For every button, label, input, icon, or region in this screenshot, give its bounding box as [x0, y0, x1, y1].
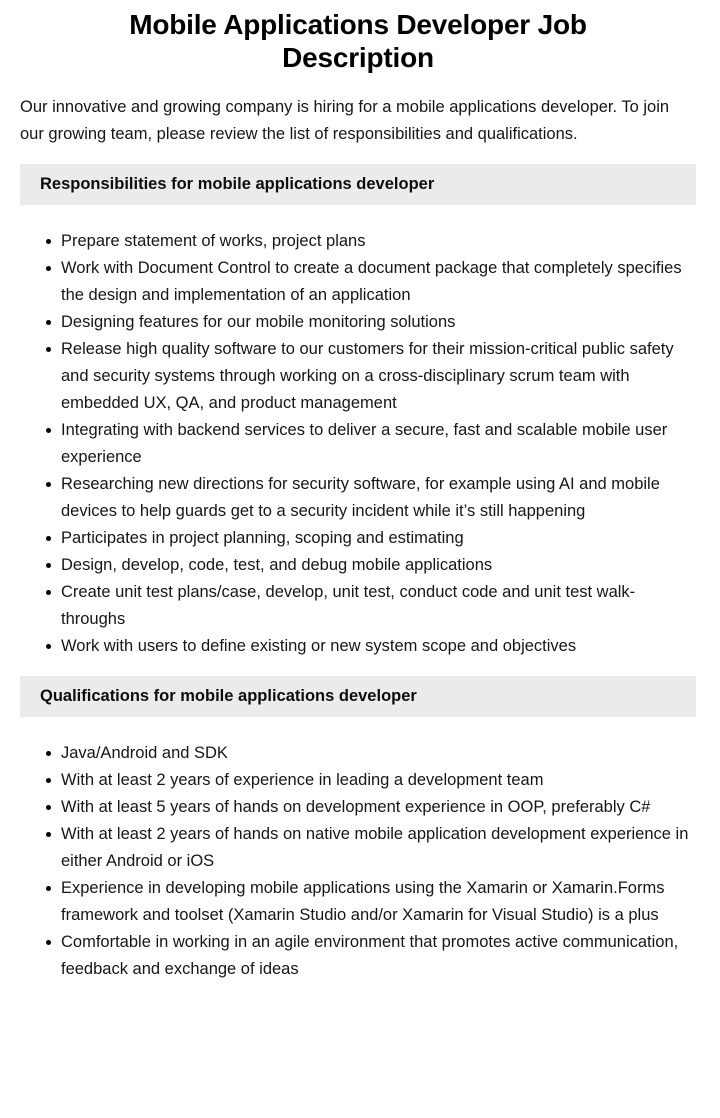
list-item: With at least 2 years of experience in leading a development team [46, 767, 696, 794]
list-item: Designing features for our mobile monitoring solutions [46, 309, 696, 336]
responsibilities-list [20, 228, 696, 660]
qualifications-section-heading: Qualifications for mobile applications developer [20, 676, 696, 717]
page-title: Mobile Applications Developer Job Description [129, 9, 587, 73]
list-item: Work with Document Control to create a document package that completely specifies the design and implementation of an application [46, 255, 696, 309]
list-item: With at least 2 years of hands on native mobile application development experience in either Android or iOS [46, 821, 696, 875]
qualifications-section [20, 676, 696, 983]
list-item: Experience in developing mobile applications using the Xamarin or Xamarin.Forms framework and toolset (Xamarin Studio and/or Xamarin for Visual Studio) is a plus [46, 875, 696, 929]
responsibilities-section [20, 164, 696, 660]
list-item: Integrating with backend services to deliver a secure, fast and scalable mobile user experience [46, 417, 696, 471]
list-item: Design, develop, code, test, and debug mobile applications [46, 552, 696, 579]
list-item: With at least 5 years of hands on development experience in OOP, preferably C# [46, 794, 696, 821]
list-item: Work with users to define existing or new system scope and objectives [46, 633, 696, 660]
intro-paragraph: Our innovative and growing company is hiring for a mobile applications developer. To join our growing team, please review the list of responsibilities and qualifications. [20, 98, 670, 143]
qualifications-list [20, 740, 696, 983]
list-item: Researching new directions for security software, for example using AI and mobile devices to help guards get to a security incident while it’s still happening [46, 471, 696, 525]
responsibilities-section-heading: Responsibilities for mobile applications developer [20, 164, 696, 205]
list-item: Java/Android and SDK [46, 740, 696, 767]
list-item: Comfortable in working in an agile environment that promotes active communication, feedback and exchange of ideas [46, 929, 696, 983]
list-item: Release high quality software to our customers for their mission-critical public safety and security systems through working on a cross-disciplinary scrum team with embedded UX, QA, and product management [46, 336, 696, 417]
list-item: Prepare statement of works, project plans [46, 228, 696, 255]
list-item: Create unit test plans/case, develop, unit test, conduct code and unit test walk-throughs [46, 579, 696, 633]
list-item: Participates in project planning, scoping and estimating [46, 525, 696, 552]
